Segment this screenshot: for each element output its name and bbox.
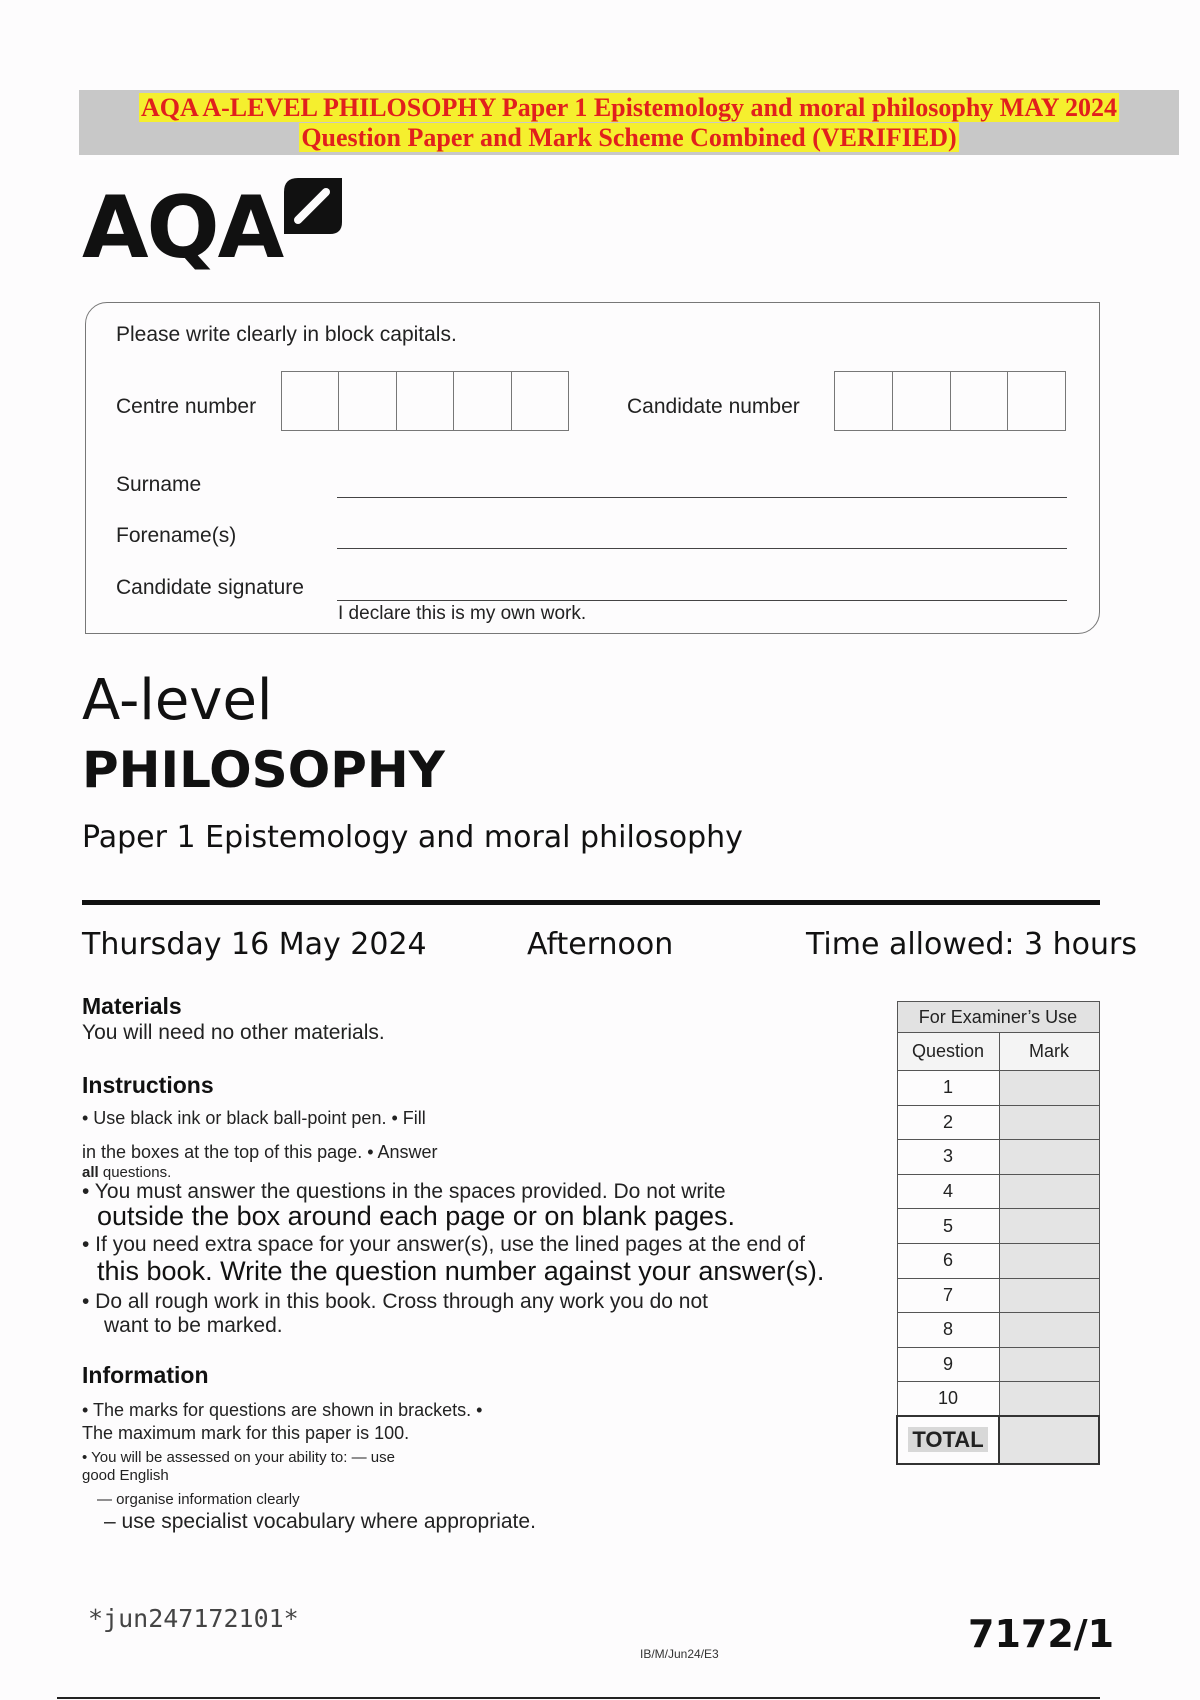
question-number: 9 (897, 1347, 999, 1382)
table-row (897, 1313, 1099, 1348)
divider (82, 900, 1100, 905)
mark-cell[interactable] (999, 1278, 1099, 1313)
table-row (897, 1174, 1099, 1209)
mark-cell[interactable] (999, 1140, 1099, 1175)
mark-column-header: Mark (999, 1033, 1099, 1071)
surname-field[interactable] (337, 497, 1067, 498)
instruction-line: • Do all rough work in this book. Cross through any work you do not (82, 1290, 709, 1313)
mark-cell[interactable] (999, 1105, 1099, 1140)
instruction-bold: all (82, 1164, 99, 1181)
candidate-details-box (85, 302, 1100, 634)
instructions-heading: Instructions (82, 1072, 214, 1098)
signature-label: Candidate signature (116, 576, 304, 599)
candidate-number-field[interactable] (834, 371, 1066, 431)
question-number: 4 (897, 1174, 999, 1209)
paper-title: Paper 1 Epistemology and moral philosophy (82, 820, 743, 855)
instruction-line: want to be marked. (104, 1314, 283, 1337)
bottom-rule (57, 1697, 1100, 1699)
table-row (897, 1382, 1099, 1417)
signature-field[interactable] (337, 600, 1067, 601)
centre-number-label: Centre number (116, 395, 257, 418)
barcode-text: *jun247172101* (88, 1604, 299, 1633)
examiner-table-title: For Examiner’s Use (897, 1002, 1099, 1033)
mark-cell[interactable] (999, 1174, 1099, 1209)
block-capitals-instruction: Please write clearly in block capitals. (116, 323, 457, 346)
surname-label: Surname (116, 473, 202, 496)
forenames-field[interactable] (337, 548, 1067, 549)
information-line: The maximum mark for this paper is 100. (82, 1423, 410, 1443)
banner-line-2: Question Paper and Mark Scheme Combined (VERIFIED) (301, 123, 957, 152)
question-column-header: Question (897, 1033, 999, 1071)
question-number: 10 (897, 1382, 999, 1417)
question-number: 1 (897, 1071, 999, 1106)
subject-title: PHILOSOPHY (82, 741, 445, 799)
table-row (897, 1105, 1099, 1140)
question-number: 6 (897, 1243, 999, 1278)
banner-line-1: AQA A-LEVEL PHILOSOPHY Paper 1 Epistemology and moral philosophy MAY 2024 (140, 93, 1118, 122)
qualification-level: A-level (82, 668, 273, 733)
information-line: • The marks for questions are shown in brackets. • (82, 1400, 483, 1420)
total-label-cell (897, 1416, 999, 1464)
question-number: 3 (897, 1140, 999, 1175)
instruction-rest: questions. (98, 1164, 172, 1181)
aqa-logo-mark-icon (284, 178, 342, 238)
instruction-line (82, 1164, 171, 1181)
total-label: TOTAL (908, 1427, 987, 1452)
question-number: 7 (897, 1278, 999, 1313)
materials-heading: Materials (82, 993, 182, 1019)
mark-cell[interactable] (999, 1347, 1099, 1382)
declaration-text: I declare this is my own work. (338, 603, 587, 624)
materials-text: You will need no other materials. (82, 1021, 385, 1044)
mark-cell[interactable] (999, 1071, 1099, 1106)
instruction-line: • If you need extra space for your answer(s), use the lined pages at the end of (82, 1233, 805, 1256)
mark-cell[interactable] (999, 1243, 1099, 1278)
information-line: • You will be assessed on your ability to: — use (82, 1449, 395, 1466)
total-row (897, 1416, 1099, 1464)
information-line: – use specialist vocabulary where appropriate. (104, 1510, 536, 1533)
instruction-line: • Use black ink or black ball-point pen. • Fill (82, 1108, 426, 1128)
table-row (897, 1209, 1099, 1244)
table-row (897, 1243, 1099, 1278)
exam-date: Thursday 16 May 2024 (82, 927, 427, 962)
exam-session: Afternoon (527, 927, 674, 962)
table-row (897, 1347, 1099, 1382)
examiner-use-table (896, 1001, 1100, 1465)
instruction-line: outside the box around each page or on blank pages. (97, 1201, 735, 1231)
question-number: 8 (897, 1313, 999, 1348)
instruction-line: • You must answer the questions in the spaces provided. Do not write (82, 1180, 726, 1203)
title-banner (79, 90, 1179, 155)
reference-code: IB/M/Jun24/E3 (640, 1647, 719, 1661)
instruction-line: in the boxes at the top of this page. • Answer (82, 1142, 438, 1162)
question-number: 2 (897, 1105, 999, 1140)
table-row (897, 1071, 1099, 1106)
question-number: 5 (897, 1209, 999, 1244)
candidate-number-label: Candidate number (627, 395, 800, 418)
centre-number-field[interactable] (281, 371, 569, 431)
information-heading: Information (82, 1362, 209, 1388)
mark-cell[interactable] (999, 1313, 1099, 1348)
aqa-logo: AQA (82, 178, 283, 278)
total-mark-cell[interactable] (999, 1416, 1099, 1464)
information-line: good English (82, 1467, 169, 1484)
table-row (897, 1140, 1099, 1175)
time-allowed: Time allowed: 3 hours (806, 927, 1138, 962)
mark-cell[interactable] (999, 1209, 1099, 1244)
forenames-label: Forename(s) (116, 524, 237, 547)
paper-code: 7172/1 (968, 1612, 1115, 1656)
table-row (897, 1278, 1099, 1313)
information-line: — organise information clearly (97, 1491, 300, 1508)
instruction-line: this book. Write the question number against your answer(s). (97, 1256, 825, 1286)
mark-cell[interactable] (999, 1382, 1099, 1417)
